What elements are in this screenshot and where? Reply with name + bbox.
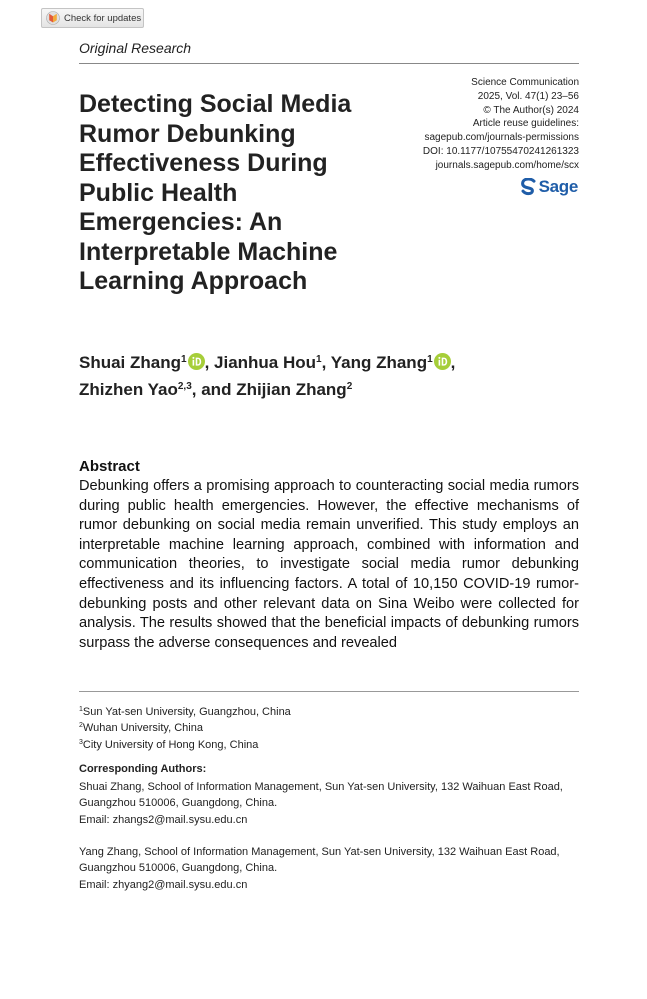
abstract-heading: Abstract <box>79 458 140 475</box>
author-name: Shuai Zhang <box>79 353 181 372</box>
corresponding-author-entry <box>79 844 579 893</box>
author-affiliation-marker: 1 <box>181 354 187 365</box>
author-name: Zhijian Zhang <box>236 380 347 399</box>
corresponding-author-entry <box>79 779 579 828</box>
journal-volume: 2025, Vol. 47(1) 23–56 <box>477 90 579 102</box>
author-separator: , <box>321 353 331 372</box>
journal-copyright: © The Author(s) 2024 <box>483 104 579 116</box>
affiliation-text: Wuhan University, China <box>82 722 203 735</box>
publisher-logo-text: Sage <box>538 177 578 196</box>
email-label: Email: <box>79 813 113 826</box>
corresponding-email-line <box>79 812 579 828</box>
affiliation-item <box>79 704 579 720</box>
author-affiliation-marker: 1 <box>427 354 433 365</box>
author-separator: , and <box>191 380 237 399</box>
reuse-guidelines-label: Article reuse guidelines: <box>472 118 579 130</box>
affiliation-marker: 1 <box>79 706 83 713</box>
affiliation-item <box>79 737 579 753</box>
article-doi[interactable]: DOI: 10.1177/10755470241261323 <box>422 145 579 157</box>
check-for-updates-label: Check for updates <box>64 12 142 24</box>
corresponding-address: Shuai Zhang, School of Information Management, Sun Yat-sen University, 132 Waihuan East Road, Guangzhou 510006, Guangdong, China. <box>79 781 563 810</box>
reuse-guidelines-link[interactable]: sagepub.com/journals-permissions <box>424 132 579 144</box>
affiliation-list <box>79 704 579 753</box>
check-for-updates-button[interactable] <box>41 8 144 28</box>
journal-name: Science Communication <box>471 77 579 88</box>
author-affiliation-marker: 1 <box>316 354 322 365</box>
affiliation-marker: 3 <box>79 738 83 746</box>
affiliation-item <box>79 720 579 736</box>
author-affiliation-marker: 2 <box>346 381 353 392</box>
publisher-logo <box>521 177 578 197</box>
email-link[interactable]: zhyang2@mail.sysu.edu.cn <box>112 878 248 891</box>
email-label: Email: <box>79 878 113 891</box>
author-name: Yang Zhang <box>330 353 428 372</box>
author-name: Zhizhen Yao <box>79 380 178 399</box>
corresponding-email-line <box>79 877 579 893</box>
affiliation-text: City University of Hong Kong, China <box>82 738 259 751</box>
author-list <box>79 350 579 402</box>
header-divider <box>79 63 579 64</box>
orcid-icon[interactable] <box>188 352 205 377</box>
sage-logo-icon <box>521 178 536 197</box>
affiliation-text: Sun Yat-sen University, Guangzhou, China <box>82 706 291 718</box>
footnote-divider <box>79 691 579 692</box>
journal-info <box>339 76 579 173</box>
orcid-icon[interactable] <box>434 352 451 377</box>
author-separator: , <box>450 353 456 372</box>
author-affiliation-marker: 2,3 <box>177 381 192 392</box>
abstract-text: Debunking offers a promising approach to counteracting social media rumors during public health emergencies. However, the effective mechanisms of rumor debunking on social media remain unverified. This study employs an interpretable machine learning approach, combined with information and communication theories, to investigate social media rumor debunking effectiveness and its influencing factors. A total of 10,150 COVID-19 rumor-debunking posts and other relevant data on Sina Weibo were collected for analysis. The results showed that the beneficial impacts of debunking rumors surpass the adverse consequences and revealed <box>79 478 579 651</box>
crossmark-icon <box>46 11 60 25</box>
email-link[interactable]: zhangs2@mail.sysu.edu.cn <box>112 813 248 826</box>
article-type-label: Original Research <box>79 40 192 56</box>
article-title: Detecting Social Media Rumor Debunking Effectiveness During Public Health Emergencies: An Interpretable Machine Learning Approach <box>79 90 352 295</box>
journal-homepage-link[interactable]: journals.sagepub.com/home/scx <box>435 159 579 171</box>
affiliation-marker: 2 <box>79 722 83 730</box>
author-separator: , <box>204 353 215 372</box>
author-name: Jianhua Hou <box>214 353 317 372</box>
corresponding-authors-heading: Corresponding Authors: <box>79 763 207 775</box>
corresponding-address: Yang Zhang, School of Information Management, Sun Yat-sen University, 132 Waihuan East Road, Guangzhou 510006, Guangdong, China. <box>79 846 560 875</box>
